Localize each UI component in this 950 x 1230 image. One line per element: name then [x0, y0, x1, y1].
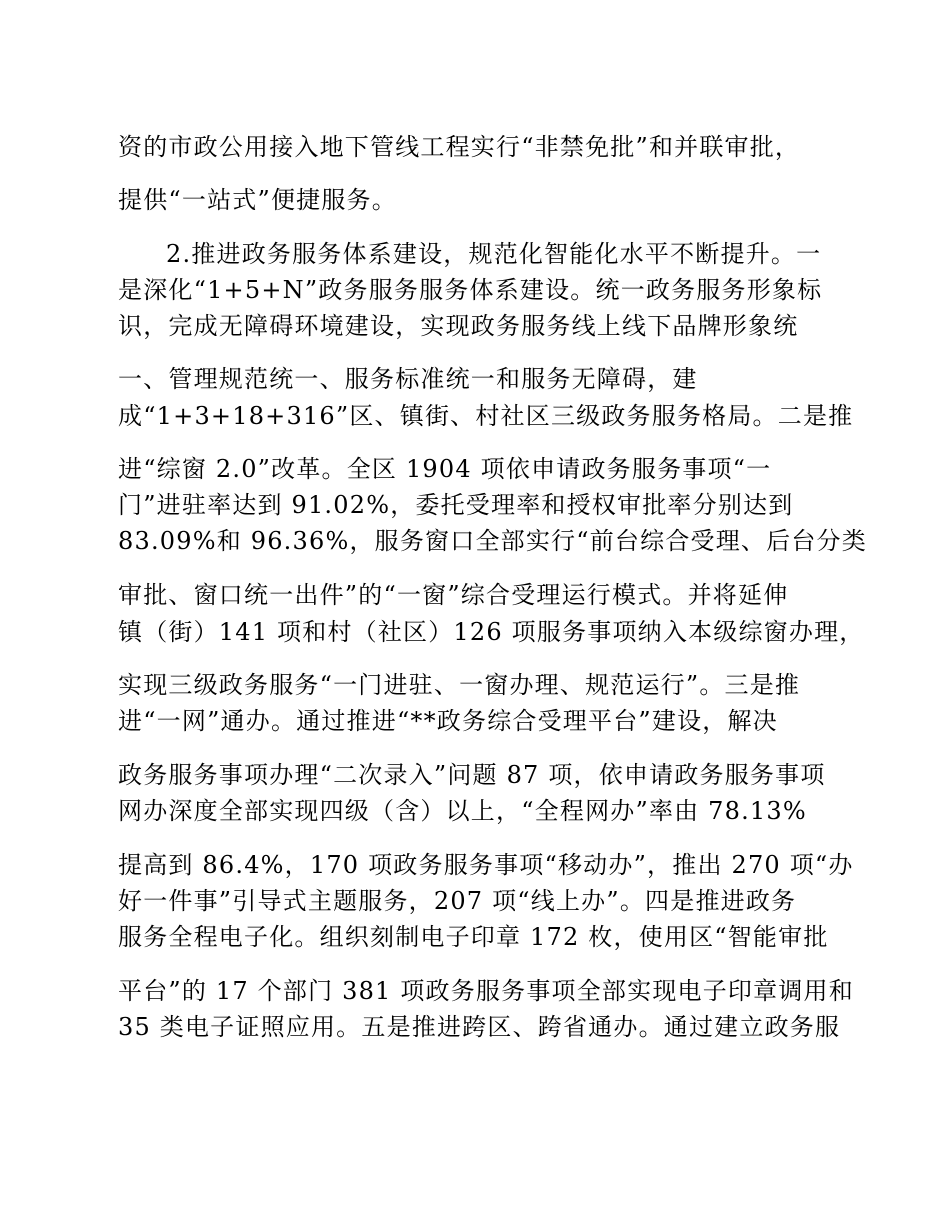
text-line-17: 提高到 86.4%，170 项政务服务事项“移动办”，推出 270 项“办 — [118, 851, 854, 879]
text-line-21: 35 类电子证照应用。五是推进跨区、跨省通办。通过建立政务服 — [118, 1013, 841, 1041]
text-line-11: 审批、窗口统一出件”的“一窗”综合受理运行模式。并将延伸 — [118, 581, 789, 609]
text-line-20: 平台”的 17 个部门 381 项政务服务事项全部实现电子印章调用和 — [118, 977, 854, 1005]
text-line-6: 一、管理规范统一、服务标准统一和服务无障碍，建 — [118, 365, 698, 393]
text-line-16: 网办深度全部实现四级（含）以上，“全程网办”率由 78.13% — [118, 797, 807, 825]
text-line-7: 成“1+3+18+316”区、镇街、村社区三级政务服务格局。二是推 — [118, 402, 854, 430]
text-line-12: 镇（街）141 项和村（社区）126 项服务事项纳入本级综窗办理， — [118, 618, 865, 646]
text-line-1: 资的市政公用接入地下管线工程实行“非禁免批”和并联审批， — [118, 133, 801, 161]
text-line-9: 门”进驻率达到 91.02%，委托受理率和授权审批率分别达到 — [118, 491, 794, 519]
text-line-18: 好一件事”引导式主题服务，207 项“线上办”。四是推进政务 — [118, 887, 797, 915]
text-line-2: 提供“一站式”便捷服务。 — [118, 186, 397, 214]
text-line-3: 2.推进政务服务体系建设，规范化智能化水平不断提升。一 — [166, 240, 822, 268]
text-line-14: 进“一网”通办。通过推进“**政务综合受理平台”建设，解决 — [118, 707, 778, 735]
text-line-15: 政务服务事项办理“二次录入”问题 87 项，依申请政务服务事项 — [118, 761, 826, 789]
text-line-13: 实现三级政务服务“一门进驻、一窗办理、规范运行”。三是推 — [118, 671, 801, 699]
text-line-19: 服务全程电子化。组织刻制电子印章 172 枚，使用区“智能审批 — [118, 923, 829, 951]
text-line-5: 识，完成无障碍环境建设，实现政务服务线上线下品牌形象统 — [118, 312, 799, 340]
text-line-10: 83.09%和 96.36%，服务窗口全部实行“前台综合受理、后台分类 — [118, 527, 867, 555]
text-line-8: 进“综窗 2.0”改革。全区 1904 项依申请政务服务事项“一 — [118, 455, 772, 483]
text-line-4: 是深化“1+5+N”政务服务服务体系建设。统一政务服务形象标 — [118, 276, 823, 304]
